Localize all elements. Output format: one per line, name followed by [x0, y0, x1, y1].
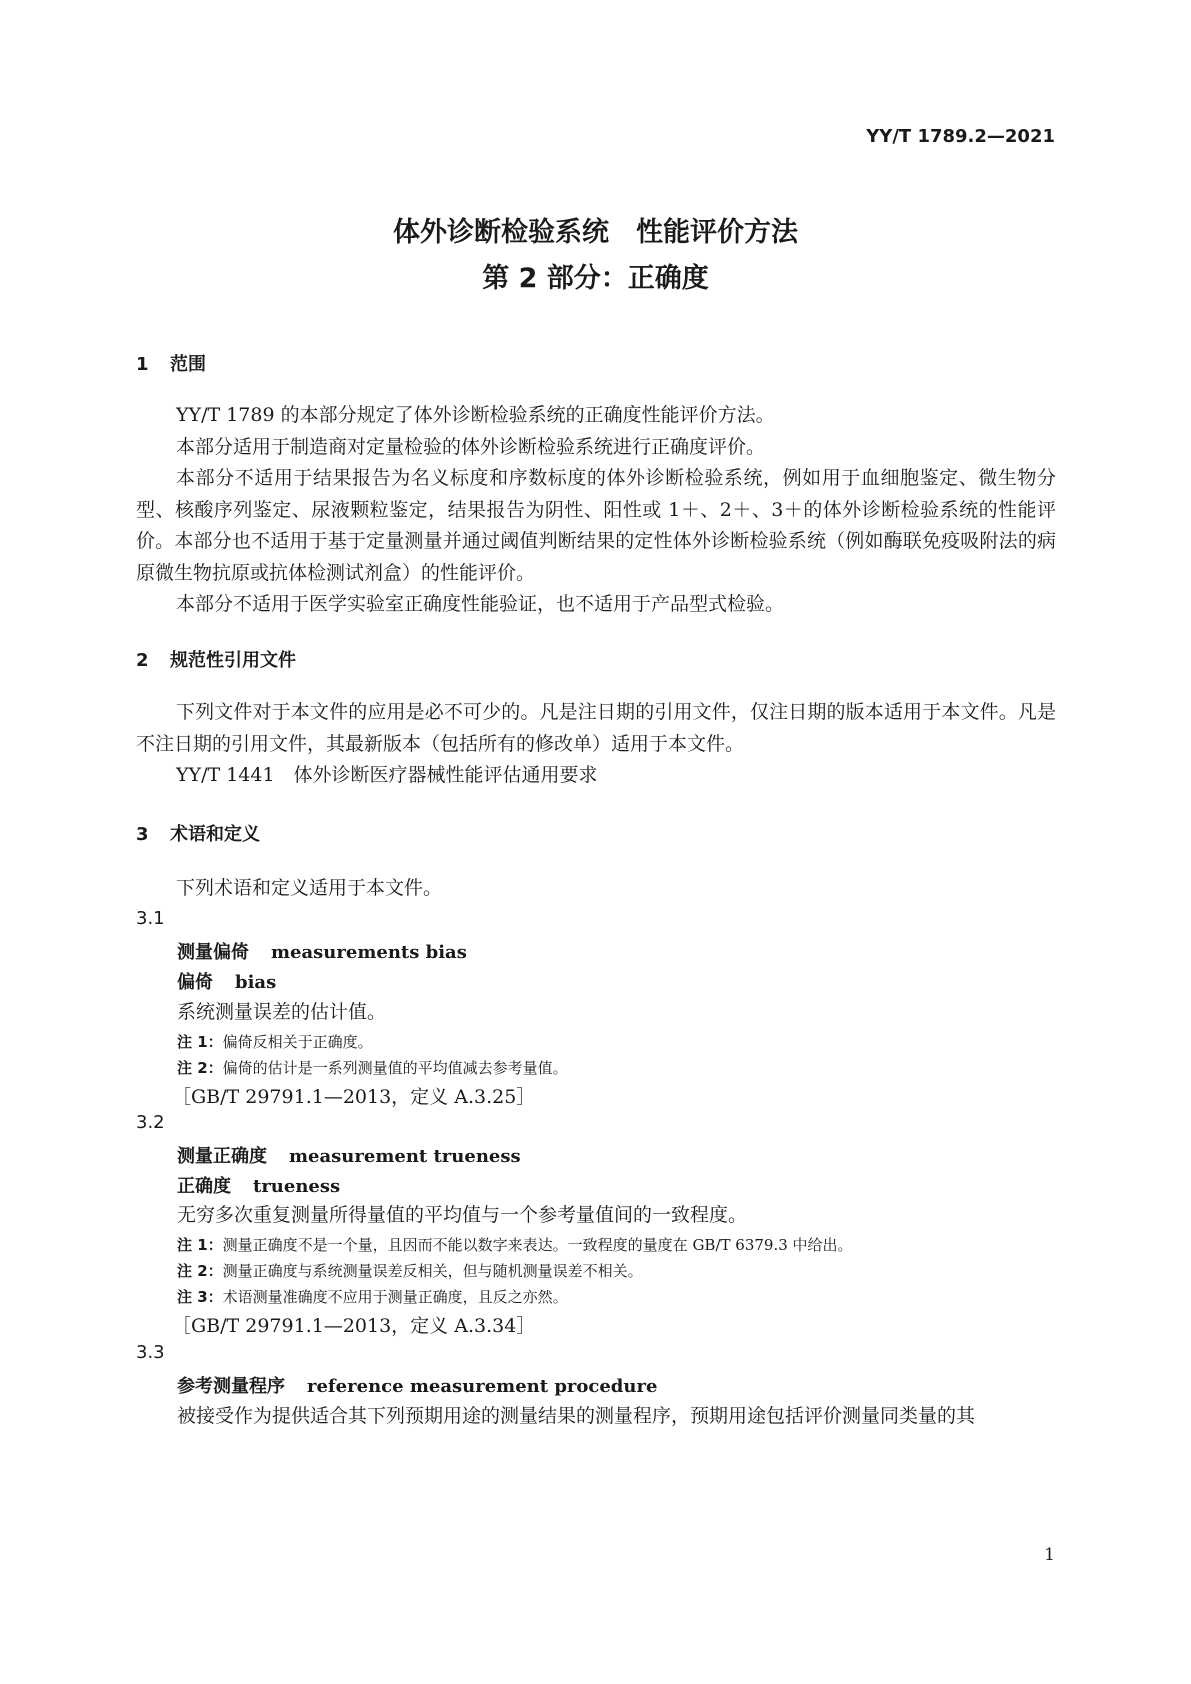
note-label: 注 1： — [177, 1236, 223, 1254]
term-source: ［GB/T 29791.1—2013，定义 A.3.25］ — [172, 1086, 536, 1108]
term-note — [177, 1260, 643, 1281]
note-label: 注 1： — [177, 1033, 223, 1051]
note-label: 注 3： — [177, 1288, 223, 1306]
term-heading — [177, 1142, 521, 1168]
term-en: reference measurement procedure — [307, 1376, 658, 1397]
term-definition: 被接受作为提供适合其下列预期用途的测量结果的测量程序，预期用途包括评价测量同类量的其 — [177, 1405, 976, 1427]
term-number: 3.3 — [136, 1342, 165, 1363]
section-heading-normative-references — [136, 646, 296, 672]
term-number: 3.2 — [136, 1112, 165, 1133]
term-note — [177, 1057, 568, 1078]
section-heading-scope — [136, 350, 206, 376]
page-number: 1 — [1044, 1545, 1055, 1565]
term-heading — [177, 938, 467, 964]
references-paragraph: 下列文件对于本文件的应用是必不可少的。凡是注日期的引用文件，仅注日期的版本适用于本文件。凡是不注日期的引用文件，其最新版本（包括所有的修改单）适用于本文件。 — [136, 701, 1056, 755]
section-heading-terms — [136, 820, 260, 846]
term-number: 3.1 — [136, 908, 165, 929]
term-zh: 偏倚 — [177, 972, 213, 993]
term-note — [177, 1234, 853, 1255]
note-text: 测量正确度与系统测量误差反相关，但与随机测量误差不相关。 — [222, 1262, 643, 1280]
term-zh: 参考测量程序 — [177, 1376, 285, 1397]
term-source: ［GB/T 29791.1—2013，定义 A.3.34］ — [172, 1315, 536, 1337]
scope-paragraph-3: 本部分不适用于结果报告为名义标度和序数标度的体外诊断检验系统，例如用于血细胞鉴定、微生物分型、核酸序列鉴定、尿液颗粒鉴定，结果报告为阴性、阳性或 1＋、2＋、3＋的体外诊断检验系统的性能评价。本部分也不适用于基于定量测量并通过阈值判断结果的定性体外诊断检验系统（例如酶联免疫吸附法的病原微生物抗原或抗体检测试剂盒）的性能评价。 — [136, 467, 1056, 584]
term-en: trueness — [253, 1176, 341, 1197]
term-zh: 正确度 — [177, 1176, 231, 1197]
term-zh: 测量偏倚 — [177, 942, 249, 963]
terms-intro-paragraph: 下列术语和定义适用于本文件。 — [176, 877, 443, 899]
section-title: 规范性引用文件 — [170, 650, 296, 671]
note-text: 偏倚的估计是一系列测量值的平均值减去参考量值。 — [222, 1059, 568, 1077]
note-text: 测量正确度不是一个量，且因而不能以数字来表达。一致程度的量度在 GB/T 6379.3 中给出。 — [222, 1236, 853, 1254]
term-en: bias — [235, 972, 277, 993]
scope-paragraph-4: 本部分不适用于医学实验室正确度性能验证，也不适用于产品型式检验。 — [176, 593, 785, 615]
scope-paragraph-2: 本部分适用于制造商对定量检验的体外诊断检验系统进行正确度评价。 — [176, 436, 766, 458]
term-en: measurement trueness — [289, 1146, 521, 1167]
document-subtitle: 第 2 部分：正确度 — [482, 263, 709, 294]
document-title: 体外诊断检验系统 性能评价方法 — [393, 217, 798, 248]
scope-paragraph-1: YY/T 1789 的本部分规定了体外诊断检验系统的正确度性能评价方法。 — [176, 404, 775, 426]
term-en: measurements bias — [271, 942, 467, 963]
standard-number: YY/T 1789.2—2021 — [866, 126, 1055, 147]
section-number: 2 — [136, 650, 149, 671]
note-text: 术语测量准确度不应用于测量正确度，且反之亦然。 — [222, 1288, 568, 1306]
reference-item: YY/T 1441 体外诊断医疗器械性能评估通用要求 — [176, 764, 598, 786]
term-definition: 无穷多次重复测量所得量值的平均值与一个参考量值间的一致程度。 — [177, 1204, 748, 1226]
note-label: 注 2： — [177, 1262, 223, 1280]
section-number: 3 — [136, 824, 149, 845]
note-text: 偏倚反相关于正确度。 — [222, 1033, 373, 1051]
section-title: 范围 — [170, 354, 206, 375]
term-zh: 测量正确度 — [177, 1146, 267, 1167]
section-number: 1 — [136, 354, 149, 375]
term-alternative — [177, 1172, 340, 1198]
term-alternative — [177, 968, 276, 994]
term-note — [177, 1286, 568, 1307]
term-definition: 系统测量误差的估计值。 — [177, 1001, 387, 1023]
term-note — [177, 1031, 373, 1052]
term-heading — [177, 1372, 657, 1398]
section-title: 术语和定义 — [170, 824, 260, 845]
note-label: 注 2： — [177, 1059, 223, 1077]
